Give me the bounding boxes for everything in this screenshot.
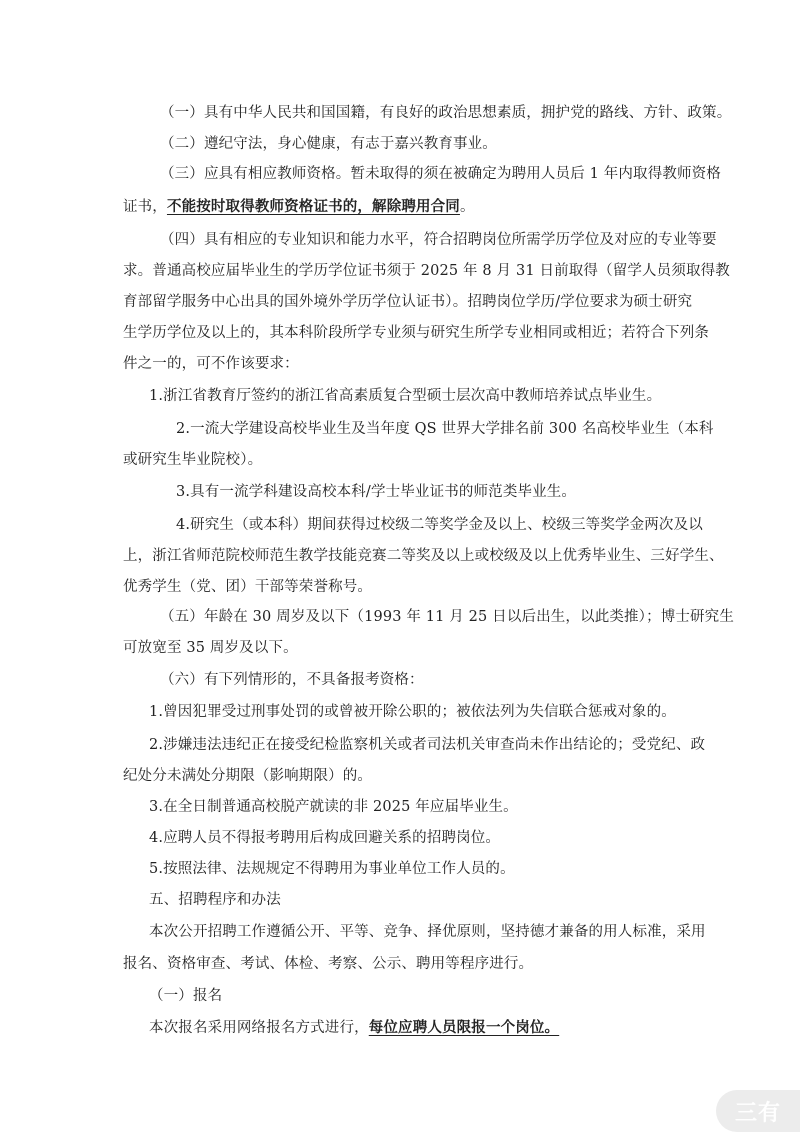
emphasized-text: 不能按时取得教师资格证书的，解除聘用合同: [166, 198, 460, 215]
text-line: 优秀学生（党、团）干部等荣誉称号。: [123, 579, 373, 595]
emphasized-text: 每位应聘人员限报一个岗位。: [368, 1019, 560, 1036]
text-segment: 本次报名采用网络报名方式进行，: [149, 1020, 369, 1036]
app-watermark-badge: [716, 1090, 800, 1132]
text-line: 4.应聘人员不得报考聘用后构成回避关系的招聘岗位。: [149, 830, 501, 846]
text-line: [123, 196, 475, 218]
text-line: 上，浙江省师范院校师范生教学技能竞赛二等奖及以上或校级及以上优秀毕业生、三好学生、: [123, 548, 724, 564]
text-line: 纪处分未满处分期限（影响期限）的。: [123, 768, 373, 784]
text-line: 生学历学位及以上的，其本科阶段所学专业须与研究生所学专业相同或相近；若符合下列条: [123, 325, 709, 341]
text-segment: 证书，: [123, 199, 167, 215]
section-heading: 五、招聘程序和办法: [149, 892, 281, 908]
text-line: 3.具有一流学科建设高校本科/学士毕业证书的师范类毕业生。: [176, 484, 577, 500]
text-line: （一）具有中华人民共和国国籍，有良好的政治思想素质，拥护党的路线、方针、政策。: [160, 105, 732, 121]
text-line: 3.在全日制普通高校脱产就读的非 2025 年应届毕业生。: [149, 799, 518, 815]
text-line: 1.浙江省教育厅签约的浙江省高素质复合型硕士层次高中教师培养试点毕业生。: [149, 388, 662, 404]
text-line: （二）遵纪守法，身心健康，有志于嘉兴教育事业。: [160, 136, 497, 152]
text-line: 4.研究生（或本科）期间获得过校级二等奖学金及以上、校级三等奖学金两次及以: [176, 517, 703, 533]
text-line: 本次公开招聘工作遵循公开、平等、竞争、择优原则，坚持德才兼备的用人标准，采用: [149, 924, 706, 940]
text-line: 2.一流大学建设高校毕业生及当年度 QS 世界大学排名前 300 名高校毕业生（本科: [176, 421, 714, 437]
text-line: （六）有下列情形的，不具备报考资格：: [160, 672, 424, 688]
text-line: 件之一的，可不作该要求：: [123, 356, 299, 372]
text-line: 可放宽至 35 周岁及以下。: [123, 640, 298, 656]
text-line: （三）应具有相应教师资格。暂未取得的须在被确定为聘用人员后 1 年内取得教师资格: [160, 166, 721, 182]
text-line: [149, 1017, 559, 1039]
text-line: 5.按照法律、法规规定不得聘用为事业单位工作人员的。: [149, 861, 515, 877]
text-line: 育部留学服务中心出具的国外境外学历学位认证书）。招聘岗位学历/学位要求为硕士研究: [123, 294, 693, 310]
text-line: 1.曾因犯罪受过刑事处罚的或曾被开除公职的；被依法列为失信联合惩戒对象的。: [149, 704, 676, 720]
text-line: 2.涉嫌违法违纪正在接受纪检监察机关或者司法机关审查尚未作出结论的；受党纪、政: [149, 737, 706, 753]
text-line: 求。普通高校应届毕业生的学历学位证书须于 2025 年 8 月 31 日前取得（留学人员须取得教: [123, 263, 730, 279]
subsection-heading: （一）报名: [149, 988, 223, 1004]
text-line: 报名、资格审查、考试、体检、考察、公示、聘用等程序进行。: [123, 956, 534, 972]
text-segment: 。: [459, 199, 475, 215]
watermark-logo-text: 三有: [734, 1100, 781, 1126]
text-line: （四）具有相应的专业知识和能力水平，符合招聘岗位所需学历学位及对应的专业等要: [160, 232, 717, 248]
text-line: 或研究生毕业院校）。: [123, 452, 263, 468]
text-line: （五）年龄在 30 周岁及以下（1993 年 11 月 25 日以后出生，以此类推）；博士研究生: [160, 609, 734, 625]
